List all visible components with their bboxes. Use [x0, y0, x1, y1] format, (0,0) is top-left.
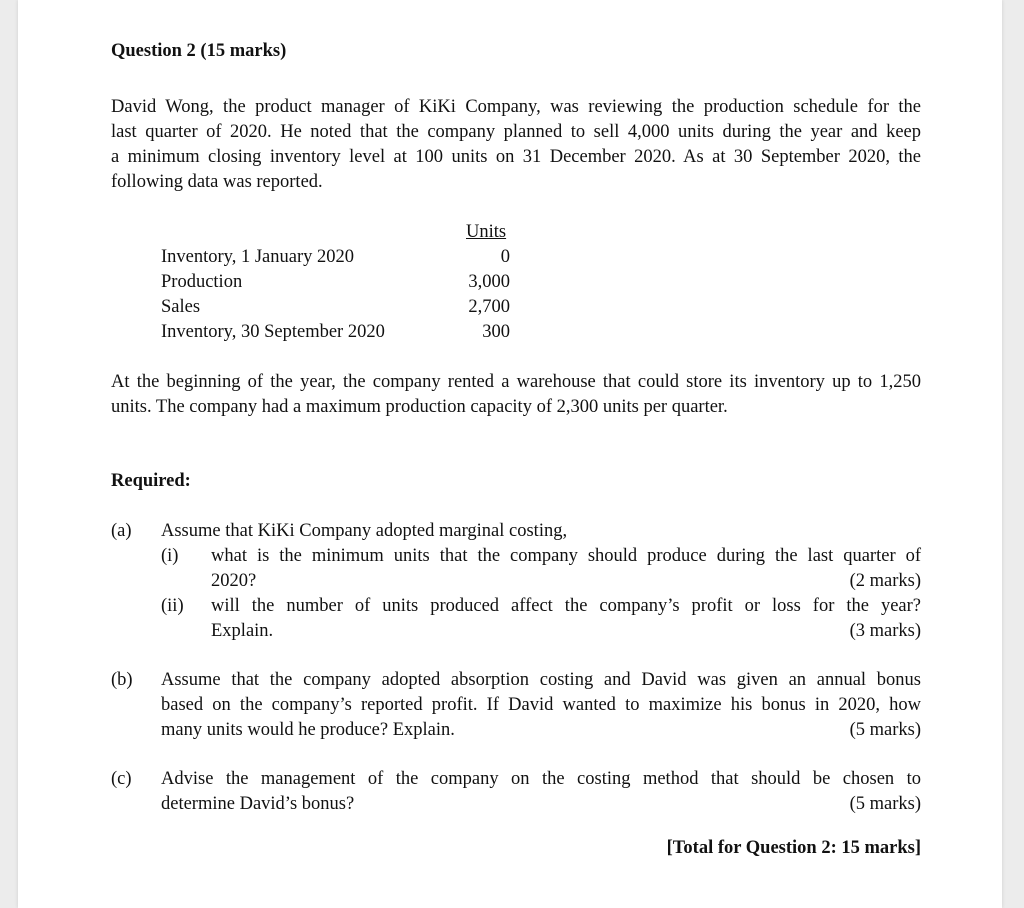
part-b-line: many units would he produce? Explain.: [161, 720, 455, 740]
part-c-row2: [161, 792, 921, 817]
part-a-i-label: (i): [161, 546, 179, 566]
part-b-row3: [161, 718, 921, 743]
table-row-label: Inventory, 30 September 2020: [161, 322, 385, 342]
intro-line: following data was reported.: [111, 172, 323, 192]
intro-line: a minimum closing inventory level at 100 units on 31 December 2020. As at 30 September 2020, the: [111, 147, 921, 167]
table-row-value: 3,000: [468, 272, 510, 292]
part-b-line: based on the company’s reported profit. If David wanted to maximize his bonus in 2020, how: [161, 695, 921, 715]
table-row-value: 300: [482, 322, 510, 342]
part-c-line: determine David’s bonus?: [161, 794, 355, 814]
warehouse-paragraph: [111, 370, 921, 420]
part-b-body: [161, 668, 921, 718]
part-a-ii-label: (ii): [161, 596, 184, 616]
intro-paragraph: [111, 95, 921, 195]
part-c-body: [161, 767, 921, 792]
part-b-line: Assume that the company adopted absorption costing and David was given an annual bonus: [161, 670, 921, 690]
warehouse-line: units. The company had a maximum production capacity of 2,300 units per quarter.: [111, 397, 728, 417]
table-row-label: Production: [161, 272, 243, 292]
intro-line: last quarter of 2020. He noted that the company planned to sell 4,000 units during the year and keep: [111, 122, 921, 142]
question-title: Question 2 (15 marks): [111, 41, 287, 61]
required-heading: Required:: [111, 471, 191, 491]
intro-line: David Wong, the product manager of KiKi Company, was reviewing the production schedule for the: [111, 97, 921, 117]
part-a-i-marks: (2 marks): [849, 571, 921, 591]
part-a-text: Assume that KiKi Company adopted marginal costing,: [161, 521, 568, 541]
part-a-ii-marks: (3 marks): [849, 621, 921, 641]
part-c-label: (c): [111, 769, 132, 789]
part-c-line: Advise the management of the company on the costing method that should be chosen to: [161, 769, 921, 789]
part-c-marks: (5 marks): [849, 794, 921, 814]
table-row-value: 2,700: [468, 297, 510, 317]
part-a-ii-body: [211, 594, 921, 619]
table-row-value: 0: [500, 247, 510, 267]
part-a-i-line: what is the minimum units that the company should produce during the last quarter of: [211, 546, 921, 566]
part-a-label: (a): [111, 521, 132, 541]
part-a-ii-row2: [211, 619, 921, 644]
part-a-ii-line: Explain.: [211, 621, 274, 641]
part-b-label: (b): [111, 670, 133, 690]
question-total: [Total for Question 2: 15 marks]: [666, 838, 921, 858]
table-row-label: Sales: [161, 297, 201, 317]
table-header-units: Units: [466, 222, 507, 242]
document-page: [18, 0, 1002, 908]
warehouse-line: At the beginning of the year, the company rented a warehouse that could store its inventory up to 1,250: [111, 372, 921, 392]
part-a-i-body: [211, 544, 921, 569]
table-row-label: Inventory, 1 January 2020: [161, 247, 355, 267]
part-b-marks: (5 marks): [849, 720, 921, 740]
part-a-ii-line: will the number of units produced affect the company’s profit or loss for the year?: [211, 596, 921, 616]
part-a-i-line: 2020?: [211, 571, 257, 591]
part-a-i-row2: [211, 569, 921, 594]
